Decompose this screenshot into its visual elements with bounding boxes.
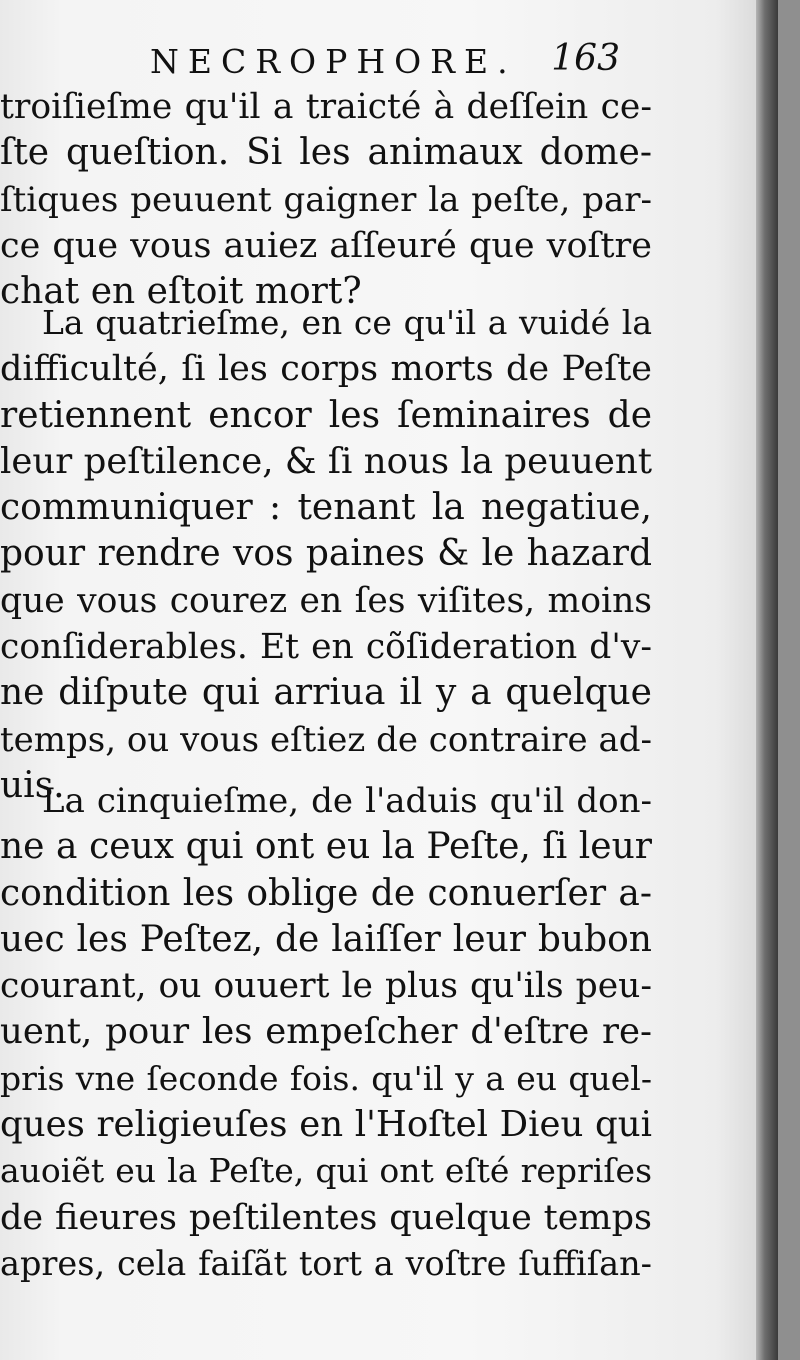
- text-line: ſte queſtion. Si les animaux dome-: [0, 132, 652, 174]
- paragraph-3: [0, 778, 652, 1287]
- text-line: La cinquieſme, de l'aduis qu'il don-: [42, 781, 652, 821]
- text-line: de fieures peſtilentes quelque temps: [0, 1197, 652, 1238]
- text-line: que vous courez en ſes viſites, moins: [0, 580, 652, 621]
- text-line: ne a ceux qui ont eu la Peſte, ſi leur: [0, 826, 652, 868]
- page-number: 163: [551, 38, 620, 79]
- text-line: chat en eſtoit mort?: [0, 271, 362, 313]
- text-line: condition les oblige de conuerſer a-: [0, 872, 652, 914]
- text-line: ques religieuſes en l'Hoſtel Dieu qui: [0, 1104, 652, 1146]
- text-line: temps, ou vous eſtiez de contraire ad-: [0, 719, 652, 760]
- paragraph-1: [0, 84, 652, 315]
- text-line: ſtiques peuuent gaigner la peſte, par-: [0, 179, 652, 220]
- text-line: troiſieſme qu'il a traicté à deſſein ce-: [0, 87, 652, 127]
- book-gutter-shadow: [756, 0, 778, 1360]
- text-line: uec les Peſtez, de laiſſer leur bubon: [0, 918, 652, 960]
- text-line: La quatrieſme, en ce qu'il a vuidé la: [42, 303, 652, 342]
- text-line: ce que vous auiez aſſeuré que voſtre: [0, 225, 652, 266]
- paragraph-2: [0, 300, 652, 809]
- text-line: uis.: [0, 764, 65, 806]
- text-line: apres, cela faiſãt tort a voſtre ſuffiſan-: [0, 1243, 652, 1283]
- text-line: pris vne ſeconde fois. qu'il y a eu quel-: [0, 1058, 652, 1098]
- text-line: retiennent encor les ſeminaires de: [0, 394, 652, 436]
- text-line: pour rendre vos paines & le hazard: [0, 533, 652, 575]
- page-header: [150, 38, 640, 88]
- text-line: uent, pour les empeſcher d'eſtre re-: [0, 1011, 652, 1053]
- text-line: conſiderables. Et en cõſideration d'v-: [0, 627, 652, 668]
- text-line: auoiẽt eu la Peſte, qui ont eſté repriſes: [0, 1151, 652, 1191]
- running-head: NECROPHORE.: [150, 42, 517, 81]
- text-line: difficulté, ſi les corps morts de Peſte: [0, 349, 652, 390]
- text-line: communiquer : tenant la negatiue,: [0, 487, 652, 529]
- text-line: courant, ou ouuert le plus qu'ils peu-: [0, 966, 652, 1007]
- text-line: ne diſpute qui arriua il y a quelque: [0, 672, 652, 714]
- text-line: leur peſtilence, & ſi nous la peuuent: [0, 440, 652, 482]
